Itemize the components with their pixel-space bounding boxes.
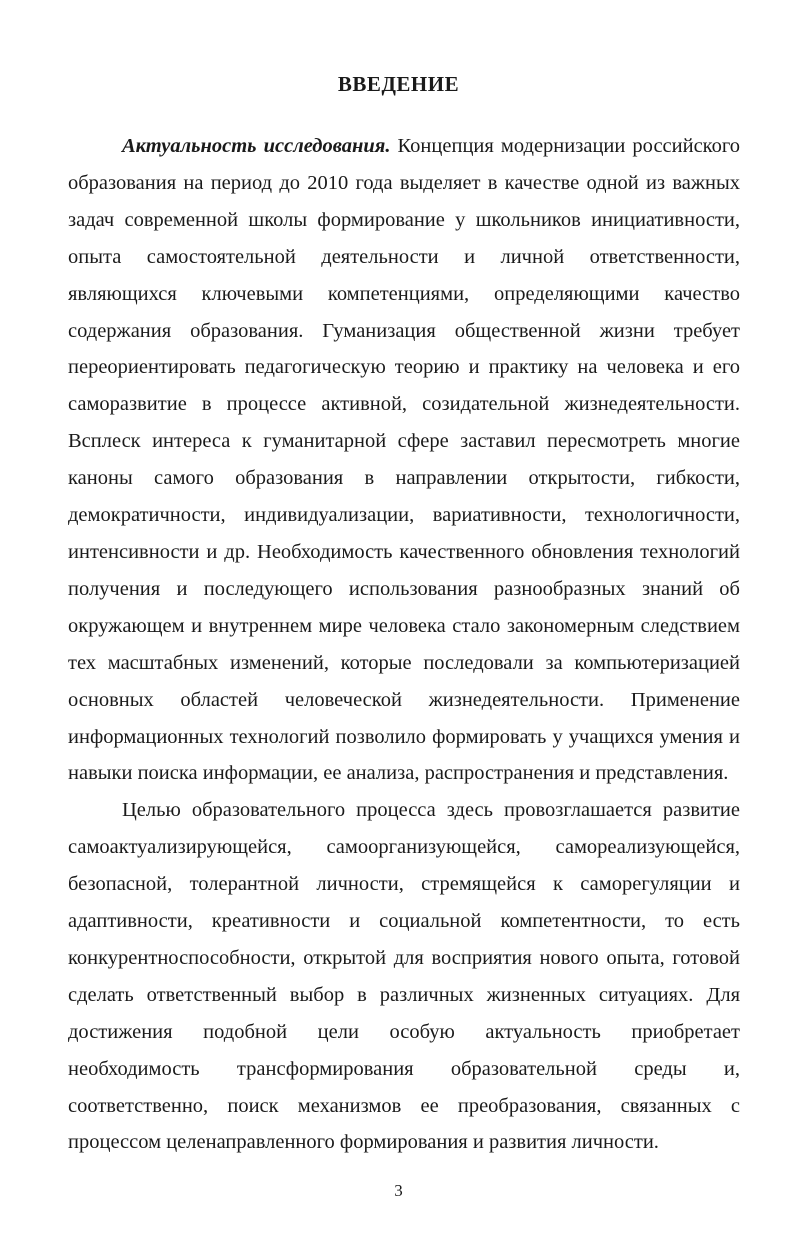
page-number: 3 [394,1181,403,1200]
page-title: ВВЕДЕНИЕ [337,72,460,96]
paragraph-goal: Целью образовательного процесса здесь провозглашается развитие самоактуализирующейся, самоорганизующейся, самореализующейся, безопасной, толерантной личности, стремящейся к саморегуляции и адаптивности, креативности и социальной компетентности, то есть конкурентноспособности, открытой для восприятия нового опыта, готовой сделать ответственный выбор в различных жизненных ситуациях. Для достижения подобной цели особую актуальность приобретает необходимость трансформирования образовательной среды и, соответственно, поиск механизмов ее преобразования, связанных с процессом целенаправленного формирования и развития личности. [68,799,740,1154]
body-text [68,128,740,1161]
paragraph-relevance [68,128,740,792]
paragraph-body: Концепция модернизации российского образования на период до 2010 года выделяет в качестве одной из важных задач современной школы формирование у школьников инициативности, опыта самостоятельной деятельности и личной ответственности, являющихся ключевыми компетенциями, определяющими качество содержания образования. Гуманизация общественной жизни требует переориентировать педагогическую теорию и практику на человека и его саморазвитие в процессе активной, созидательной жизнедеятельности. Всплеск интереса к гуманитарной сфере заставил пересмотреть многие каноны самого образования в направлении открытости, гибкости, демократичности, индивидуализации, вариативности, технологичности, интенсивности и др. Необходимость качественного обновления технологий получения и последующего использования разнообразных знаний об окружающем и внутреннем мире человека стало закономерным следствием тех масштабных изменений, которые последовали за компьютеризацией основных областей человеческой жизнедеятельности. Применение информационных технологий позволило формировать у учащихся умения и навыки поиска информации, ее анализа, распространения и представления. [68,135,740,785]
paragraph-lead: Актуальность исследования. [122,135,391,157]
